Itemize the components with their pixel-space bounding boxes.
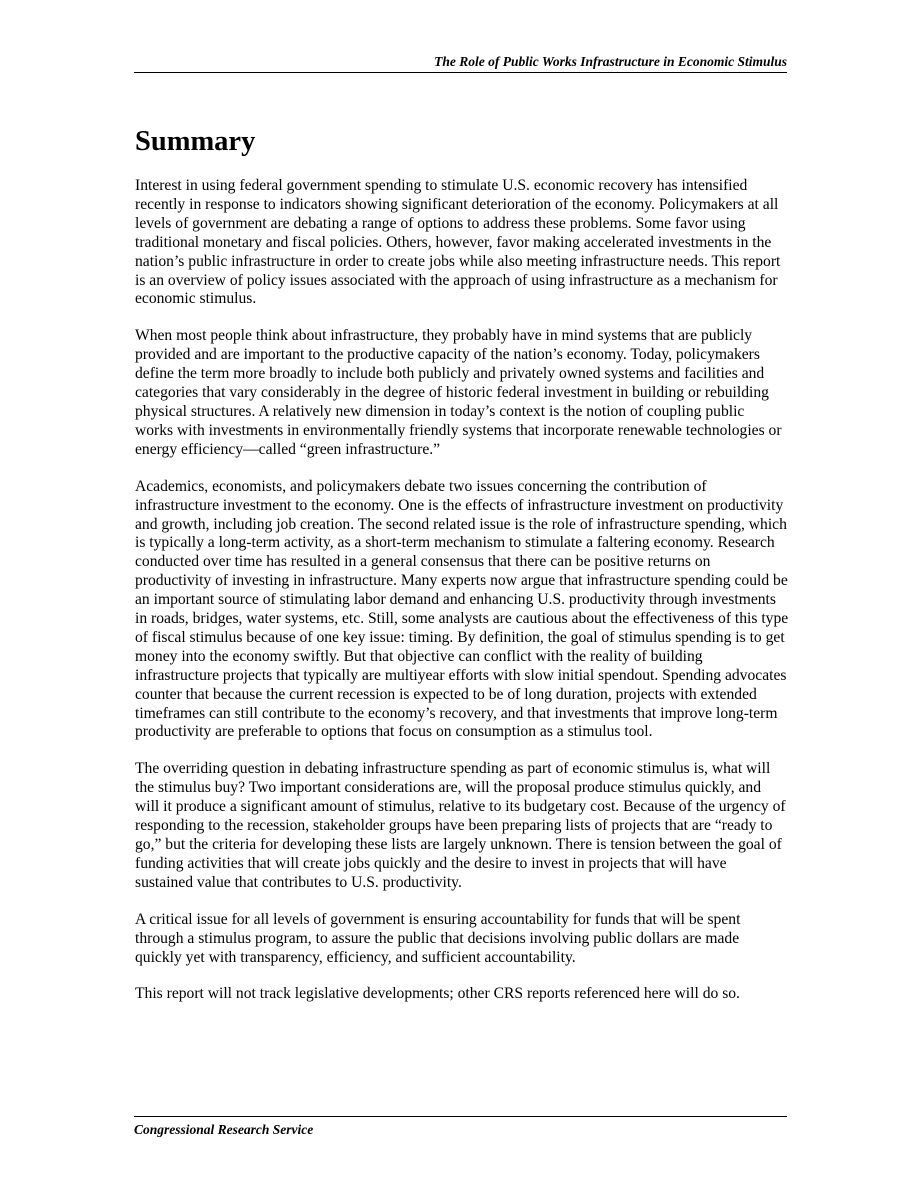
summary-paragraph-1: Interest in using federal government spending to stimulate U.S. economic recovery has intensified recently in response to indicators showing significant deterioration of the economy. Policymakers at all levels of government are debating a range of options to address these problems. Some favor using traditional monetary and fiscal policies. Others, however, favor making accelerated investments in the nation’s public infrastructure in order to create jobs while also meeting infrastructure needs. This report is an overview of policy issues associated with the approach of using infrastructure as a mechanism for economic stimulus.	[135, 177, 781, 308]
summary-paragraph-5: A critical issue for all levels of government is ensuring accountability for funds that will be spent through a stimulus program, to assure the public that decisions involving public dollars are made quickly yet with transparency, efficiency, and sufficient accountability.	[135, 910, 741, 966]
summary-paragraph-2: When most people think about infrastructure, they probably have in mind systems that are publicly provided and are important to the productive capacity of the nation’s economy. Today, policymakers define the term more broadly to include both publicly and privately owned systems and facilities and categories that vary considerably in the degree of historic federal investment in building or rebuilding physical structures. A relatively new dimension in today’s context is the notion of coupling public works with investments in environmentally friendly systems that incorporate renewable technologies or energy efficiency—called “green infrastructure.”	[135, 327, 782, 458]
running-header-title: The Role of Public Works Infrastructure in Economic Stimulus	[434, 54, 787, 69]
footer-publisher: Congressional Research Service	[134, 1122, 314, 1137]
page-footer	[134, 1116, 787, 1139]
summary-paragraph-6: This report will not track legislative developments; other CRS reports referenced here will do so.	[135, 985, 740, 1003]
running-header	[134, 52, 787, 73]
summary-paragraph-3: Academics, economists, and policymakers debate two issues concerning the contribution of infrastructure investment to the economy. One is the effects of infrastructure investment on productivity and growth, including job creation. The second related issue is the role of infrastructure spending, which is typically a long-term activity, as a short-term mechanism to stimulate a faltering economy. Research conducted over time has resulted in a general consensus that there can be positive returns on productivity of investing in infrastructure. Many experts now argue that infrastructure spending could be an important source of stimulating labor demand and enhancing U.S. productivity through investments in roads, bridges, water systems, etc. Still, some analysts are cautious about the effectiveness of this type of fiscal stimulus because of one key issue: timing. By definition, the goal of stimulus spending is to get money into the economy swiftly. But that objective can conflict with the reality of building infrastructure projects that typically are multiyear efforts with slow initial spendout. Spending advocates counter that because the current recession is expected to be of long duration, projects with extended timeframes can still contribute to the economy’s recovery, and that investments that improve long-term productivity are preferable to options that focus on consumption as a stimulus tool.	[135, 477, 789, 741]
summary-paragraph-4: The overriding question in debating infrastructure spending as part of economic stimulus is, what will the stimulus buy? Two important considerations are, will the proposal produce stimulus quickly, and will it produce a significant amount of stimulus, relative to its budgetary cost. Because of the urgency of responding to the recession, stakeholder groups have been preparing lists of projects that are “ready to go,” but the criteria for developing these lists are largely unknown. There is tension between the goal of funding activities that will create jobs quickly and the desire to invest in projects that will have sustained value that contributes to U.S. productivity.	[135, 760, 786, 891]
page-title: Summary	[135, 126, 256, 157]
summary-body	[135, 177, 795, 1004]
